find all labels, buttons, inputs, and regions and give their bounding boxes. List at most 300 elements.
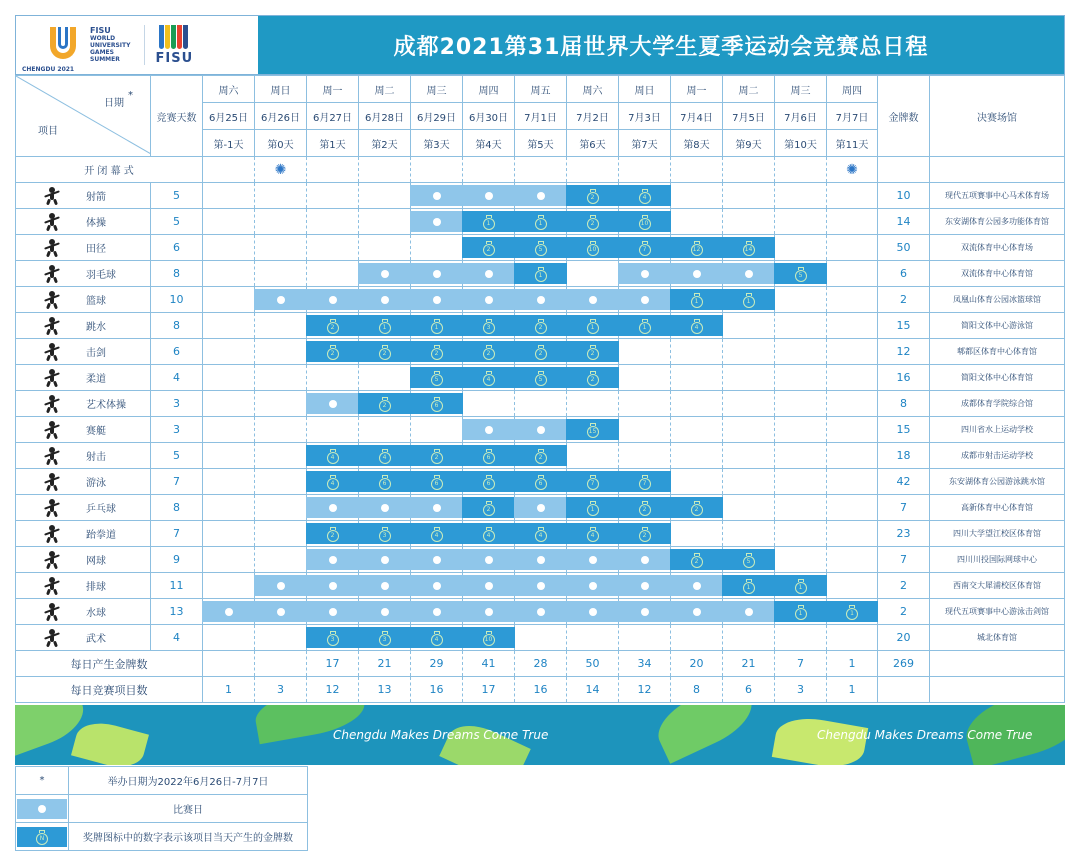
date-cell: 7月2日: [567, 103, 619, 130]
competition-day-bar: [462, 419, 515, 440]
schedule-cell: [619, 599, 671, 625]
schedule-cell: [307, 521, 359, 547]
schedule-cell: [463, 209, 515, 235]
daily-events-cell: 16: [411, 677, 463, 703]
competition-dot-icon: [381, 582, 389, 590]
sport-name: 赛艇: [86, 426, 106, 437]
medal-day-bar: [410, 341, 463, 362]
schedule-cell: [255, 521, 307, 547]
medal-count: 2: [483, 244, 495, 256]
competition-day-bar: [670, 601, 723, 622]
medal-count: 4: [535, 530, 547, 542]
medal-icon: [379, 397, 391, 410]
sport-venue: 四川川投国际网球中心: [930, 547, 1065, 573]
sport-days: 3: [151, 417, 203, 443]
medal-icon: [431, 319, 443, 332]
sport-venue: 成都体育学院综合馆: [930, 391, 1065, 417]
schedule-cell: [359, 625, 411, 651]
competition-day-bar: [618, 601, 671, 622]
schedule-cell: [619, 339, 671, 365]
sport-row: [16, 495, 1065, 521]
ceremony-cell: [567, 157, 619, 183]
sport-row: [16, 547, 1065, 573]
medal-icon: [483, 319, 495, 332]
venue-label: 决赛场馆: [930, 76, 1065, 157]
medal-count: 10: [587, 244, 599, 256]
competition-dot-icon: [433, 504, 441, 512]
schedule-cell: [203, 365, 255, 391]
medal-count: 2: [587, 374, 599, 386]
archery-icon: [42, 187, 62, 205]
schedule-cell: [307, 443, 359, 469]
schedule-cell: [671, 365, 723, 391]
daily-events-label: 每日竞赛项目数: [16, 677, 203, 703]
schedule-cell: [411, 547, 463, 573]
medal-icon: [327, 631, 339, 644]
medal-icon: [431, 345, 443, 358]
badminton-icon: [42, 265, 62, 283]
schedule-table: [15, 75, 1065, 703]
medal-icon: [743, 241, 755, 254]
schedule-cell: [359, 599, 411, 625]
sport-name-cell: [16, 365, 151, 391]
schedule-cell: [463, 547, 515, 573]
fisu-line-2: WORLD: [90, 35, 116, 42]
medal-icon: [691, 293, 703, 306]
competition-day-bar: [410, 211, 463, 232]
sport-row: [16, 391, 1065, 417]
medal-icon: [483, 631, 495, 644]
sport-venue: 成都市射击运动学校: [930, 443, 1065, 469]
sport-name: 羽毛球: [86, 270, 116, 281]
schedule-cell: [567, 339, 619, 365]
competition-day-bar: [410, 185, 463, 206]
medal-icon: [639, 189, 651, 202]
sport-name-cell: [16, 261, 151, 287]
schedule-cell: [827, 391, 878, 417]
schedule-cell: [723, 625, 775, 651]
daily-medals-cell: [255, 651, 307, 677]
medal-count: 2: [431, 348, 443, 360]
daily-events-cell: 14: [567, 677, 619, 703]
wushu-icon: [42, 629, 62, 647]
fisu-logo-icon: [155, 25, 193, 66]
day-index-cell: 第4天: [463, 130, 515, 157]
sport-name: 排球: [86, 582, 106, 593]
schedule-cell: [775, 495, 827, 521]
competition-day-bar: [618, 263, 671, 284]
ceremony-cell: [203, 157, 255, 183]
sport-name: 游泳: [86, 478, 106, 489]
medal-icon: [587, 241, 599, 254]
schedule-cell: [775, 313, 827, 339]
medal-day-bar: [462, 497, 515, 518]
schedule-cell: [671, 391, 723, 417]
schedule-cell: [359, 313, 411, 339]
sport-venue: 四川省水上运动学校: [930, 417, 1065, 443]
day-index-cell: 第8天: [671, 130, 723, 157]
schedule-cell: [255, 417, 307, 443]
schedule-cell: [723, 547, 775, 573]
competition-dot-icon: [485, 582, 493, 590]
schedule-cell: [515, 365, 567, 391]
fisu-line-3: UNIVERSITY: [90, 42, 131, 49]
schedule-cell: [827, 235, 878, 261]
medal-day-bar: [358, 315, 411, 336]
competition-dot-icon: [745, 270, 753, 278]
sport-days: 4: [151, 365, 203, 391]
ceremony-cell: [723, 157, 775, 183]
schedule-cell: [463, 287, 515, 313]
date-cell: 7月4日: [671, 103, 723, 130]
daily-events-row: [16, 677, 1065, 703]
sport-medals: 7: [878, 495, 930, 521]
sport-venue: 东安湖体育公园多功能体育馆: [930, 209, 1065, 235]
medal-day-bar: [410, 315, 463, 336]
competition-day-bar: [618, 549, 671, 570]
schedule-cell: [359, 209, 411, 235]
schedule-cell: [255, 261, 307, 287]
fisu-text-block: [90, 27, 130, 63]
medal-count: 3: [483, 322, 495, 334]
date-cell: 7月7日: [827, 103, 878, 130]
medal-icon: [587, 501, 599, 514]
medal-count: 7: [639, 478, 651, 490]
medal-day-bar: [618, 523, 671, 544]
sport-name: 射箭: [86, 192, 106, 203]
medal-count: 4: [587, 530, 599, 542]
legend-row-competition: [16, 795, 308, 823]
medal-day-bar: [514, 471, 567, 492]
sport-name-cell: [16, 443, 151, 469]
medal-icon: [587, 371, 599, 384]
shooting-icon: [42, 447, 62, 465]
medal-count: 1: [795, 582, 807, 594]
schedule-cell: [671, 287, 723, 313]
medal-count: 5: [795, 270, 807, 282]
schedule-cell: [775, 365, 827, 391]
daily-events-cell: 12: [307, 677, 359, 703]
sport-name: 乒乓球: [86, 504, 116, 515]
daily-events-cell: 1: [827, 677, 878, 703]
medal-day-bar: [722, 549, 775, 570]
schedule-cell: [203, 261, 255, 287]
medal-count: 2: [639, 530, 651, 542]
competition-day-bar: [254, 289, 307, 310]
schedule-cell: [411, 469, 463, 495]
ceremony-cell: [619, 157, 671, 183]
competition-day-bar: [410, 497, 463, 518]
events-total-empty: [878, 677, 930, 703]
competition-day-bar: [566, 575, 619, 596]
competition-day-bar: [410, 601, 463, 622]
sport-row: [16, 261, 1065, 287]
schedule-cell: [515, 339, 567, 365]
daily-medals-cell: 20: [671, 651, 723, 677]
sport-name-cell: [16, 313, 151, 339]
day-index-cell: 第-1天: [203, 130, 255, 157]
sport-name-cell: [16, 391, 151, 417]
competition-day-bar: [202, 601, 255, 622]
medal-count: 12: [691, 244, 703, 256]
schedule-cell: [619, 443, 671, 469]
sport-row: [16, 599, 1065, 625]
slogan-right: Chengdu Makes Dreams Come True: [817, 728, 1033, 742]
weekday-cell: 周六: [567, 76, 619, 103]
schedule-cell: [723, 287, 775, 313]
medal-icon: [379, 345, 391, 358]
medal-count: 1: [535, 270, 547, 282]
medal-count: 2: [379, 400, 391, 412]
volleyball-icon: [42, 577, 62, 595]
medal-count: 2: [535, 452, 547, 464]
medal-day-bar: [566, 497, 619, 518]
medal-icon: [379, 449, 391, 462]
schedule-cell: [203, 495, 255, 521]
schedule-cell: [619, 573, 671, 599]
schedule-cell: [411, 183, 463, 209]
competition-dot-icon: [745, 608, 753, 616]
sport-row: [16, 365, 1065, 391]
medal-day-bar: [410, 367, 463, 388]
competition-dot-icon: [641, 296, 649, 304]
schedule-cell: [567, 547, 619, 573]
schedule-cell: [515, 573, 567, 599]
schedule-cell: [567, 599, 619, 625]
competition-dot-icon: [641, 608, 649, 616]
medal-count: 1: [691, 296, 703, 308]
sport-name-cell: [16, 235, 151, 261]
day-index-cell: 第0天: [255, 130, 307, 157]
medal-day-bar: [358, 523, 411, 544]
medal-count: 2: [379, 348, 391, 360]
competition-dot-icon: [693, 608, 701, 616]
schedule-cell: [359, 547, 411, 573]
schedule-cell: [463, 443, 515, 469]
slogan-left: Chengdu Makes Dreams Come True: [333, 728, 549, 742]
day-index-cell: 第6天: [567, 130, 619, 157]
medal-icon: [483, 215, 495, 228]
medal-count: 4: [379, 452, 391, 464]
medal-count: 1: [431, 322, 443, 334]
daily-medals-cell: 50: [567, 651, 619, 677]
medal-icon: [535, 371, 547, 384]
medal-day-bar: [358, 627, 411, 648]
competition-dot-icon: [329, 608, 337, 616]
schedule-cell: [619, 521, 671, 547]
medal-icon: [431, 475, 443, 488]
sport-venue: 简阳文体中心体育馆: [930, 365, 1065, 391]
sport-row: [16, 235, 1065, 261]
ceremony-cell: [671, 157, 723, 183]
medal-day-bar: [514, 445, 567, 466]
logos: [16, 16, 258, 74]
medal-count: 1: [639, 322, 651, 334]
sport-venue: 凤凰山体育公园冰篮球馆: [930, 287, 1065, 313]
schedule-cell: [723, 209, 775, 235]
schedule-cell: [775, 183, 827, 209]
ceremony-cell: [359, 157, 411, 183]
daily-medals-cell: 21: [723, 651, 775, 677]
medal-day-bar: [670, 315, 723, 336]
medal-count: 4: [483, 374, 495, 386]
sport-medals: 14: [878, 209, 930, 235]
sport-days: 5: [151, 443, 203, 469]
ceremony-cell: [515, 157, 567, 183]
sport-medals: 23: [878, 521, 930, 547]
sport-days: 8: [151, 313, 203, 339]
schedule-cell: [723, 235, 775, 261]
fisu-line-5: SUMMER: [90, 56, 120, 63]
medal-day-bar: [618, 237, 671, 258]
schedule-cell: [619, 313, 671, 339]
schedule-cell: [359, 287, 411, 313]
schedule-cell: [307, 313, 359, 339]
schedule-cell: [775, 417, 827, 443]
medal-day-bar: [618, 497, 671, 518]
medal-day-bar: [514, 263, 567, 284]
schedule-cell: [359, 235, 411, 261]
competition-dot-icon: [589, 582, 597, 590]
chengdu-2021-logo-icon: [46, 25, 82, 65]
day-index-cell: 第7天: [619, 130, 671, 157]
medal-day-bar: [358, 445, 411, 466]
competition-dot-icon: [433, 608, 441, 616]
fisu-word: FISU: [155, 50, 194, 66]
medal-icon: [535, 345, 547, 358]
schedule-cell: [255, 547, 307, 573]
competition-day-bar: [462, 601, 515, 622]
sport-row: [16, 183, 1065, 209]
competition-day-bar: [358, 549, 411, 570]
schedule-cell: [307, 599, 359, 625]
medal-icon: [535, 527, 547, 540]
competition-dot-icon: [537, 426, 545, 434]
medal-day-bar: [670, 497, 723, 518]
sport-days: 10: [151, 287, 203, 313]
schedule-cell: [723, 183, 775, 209]
schedule-cell: [671, 313, 723, 339]
date-cell: 7月6日: [775, 103, 827, 130]
sport-days: 11: [151, 573, 203, 599]
schedule-cell: [411, 235, 463, 261]
schedule-cell: [359, 183, 411, 209]
ceremony-cell: [411, 157, 463, 183]
competition-dot-icon: [38, 805, 46, 813]
taekwondo-icon: [42, 525, 62, 543]
competition-dot-icon: [433, 296, 441, 304]
medal-icon: [743, 579, 755, 592]
ceremony-cell: [827, 157, 878, 183]
daily-medals-cell: 17: [307, 651, 359, 677]
competition-day-bar: [722, 263, 775, 284]
competition-day-bar: [358, 263, 411, 284]
daily-events-cell: 8: [671, 677, 723, 703]
sport-venue: 郫都区体育中心体育馆: [930, 339, 1065, 365]
medal-day-swatch: [17, 827, 67, 847]
schedule-cell: [567, 521, 619, 547]
ceremony-cell: [255, 157, 307, 183]
sport-row: [16, 313, 1065, 339]
sport-days: 6: [151, 235, 203, 261]
weekday-cell: 周三: [775, 76, 827, 103]
competition-day-bar: [358, 575, 411, 596]
medal-icon: [431, 449, 443, 462]
weekday-cell: 周日: [255, 76, 307, 103]
schedule-cell: [619, 287, 671, 313]
medal-icon: [483, 527, 495, 540]
medal-icon: [483, 475, 495, 488]
medal-day-bar: [670, 549, 723, 570]
medal-count: 4: [483, 530, 495, 542]
competition-dot-icon: [485, 556, 493, 564]
schedule-cell: [255, 365, 307, 391]
schedule-cell: [619, 235, 671, 261]
logo-caption: CHENGDU 2021: [22, 66, 75, 73]
medal-day-bar: [462, 211, 515, 232]
schedule-cell: [411, 287, 463, 313]
schedule-cell: [463, 365, 515, 391]
day-index-cell: 第5天: [515, 130, 567, 157]
medal-icon: [691, 319, 703, 332]
schedule-cell: [671, 235, 723, 261]
competition-day-bar: [514, 185, 567, 206]
weekday-cell: 周六: [203, 76, 255, 103]
competition-dot-icon: [537, 556, 545, 564]
ceremony-label: 开 闭 幕 式: [16, 157, 203, 183]
item-label: 项目: [38, 126, 58, 137]
medal-day-bar: [514, 237, 567, 258]
medal-count: 7: [587, 478, 599, 490]
sport-medals: 2: [878, 287, 930, 313]
medal-count: 6: [483, 478, 495, 490]
medal-icon: [743, 553, 755, 566]
medal-icon: [846, 605, 858, 618]
competition-dot-icon: [485, 270, 493, 278]
sport-name: 击剑: [86, 348, 106, 359]
medal-day-bar: [410, 523, 463, 544]
sport-name: 射击: [86, 452, 106, 463]
medal-icon: N: [36, 830, 48, 843]
sport-name-cell: [16, 417, 151, 443]
athletics-icon: [42, 239, 62, 257]
medal-day-bar: [306, 445, 359, 466]
competition-dot-icon: [693, 270, 701, 278]
sport-medals: 12: [878, 339, 930, 365]
schedule-cell: [411, 599, 463, 625]
schedule-cell: [255, 391, 307, 417]
schedule-cell: [827, 287, 878, 313]
daily-events-cell: 16: [515, 677, 567, 703]
day-index-cell: 第11天: [827, 130, 878, 157]
competition-dot-icon: [589, 608, 597, 616]
competition-day-bar: [514, 419, 567, 440]
medal-count: 2: [431, 452, 443, 464]
schedule-cell: [359, 261, 411, 287]
competition-day-bar: [566, 289, 619, 310]
medal-count: 15: [587, 426, 599, 438]
date-cell: 6月28日: [359, 103, 411, 130]
sport-row: [16, 417, 1065, 443]
sport-name-cell: [16, 599, 151, 625]
sport-name-cell: [16, 183, 151, 209]
weekday-cell: 周三: [411, 76, 463, 103]
medal-day-bar: [358, 393, 411, 414]
competition-day-bar: [306, 289, 359, 310]
competition-dot-icon: [537, 192, 545, 200]
competition-day-bar: [670, 575, 723, 596]
sport-name: 水球: [86, 608, 106, 619]
